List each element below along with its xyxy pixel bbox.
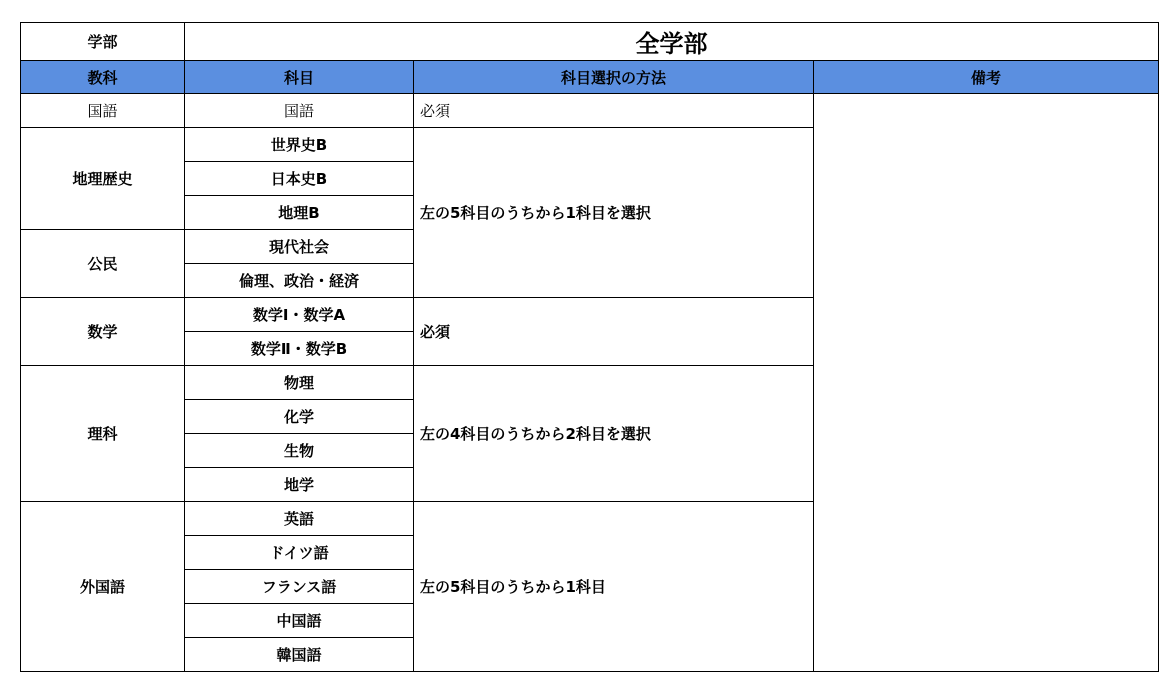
subject-cell: 化学 — [185, 400, 414, 434]
column-header-subject: 科目 — [185, 61, 414, 94]
faculty-label: 学部 — [21, 23, 185, 61]
subject-cell: 地学 — [185, 468, 414, 502]
method-cell: 左の5科目のうちから1科目を選択 — [414, 128, 814, 298]
subject-cell: 英語 — [185, 502, 414, 536]
faculty-header-row — [21, 23, 1159, 61]
column-header-notes: 備考 — [814, 61, 1159, 94]
method-cell: 左の4科目のうちから2科目を選択 — [414, 366, 814, 502]
method-cell: 左の5科目のうちから1科目 — [414, 502, 814, 672]
method-cell: 必須 — [414, 298, 814, 366]
subject-area-cell: 理科 — [21, 366, 185, 502]
subject-cell: 物理 — [185, 366, 414, 400]
subject-area-cell: 外国語 — [21, 502, 185, 672]
subject-cell: ドイツ語 — [185, 536, 414, 570]
table-row — [21, 94, 1159, 128]
faculty-value: 全学部 — [185, 23, 1159, 61]
subject-cell: 世界史B — [185, 128, 414, 162]
subject-cell: 倫理、政治・経済 — [185, 264, 414, 298]
subject-cell: 数学Ⅰ・数学A — [185, 298, 414, 332]
subject-cell: 国語 — [185, 94, 414, 128]
subject-cell: フランス語 — [185, 570, 414, 604]
method-cell: 必須 — [414, 94, 814, 128]
subject-area-cell: 数学 — [21, 298, 185, 366]
subject-cell: 中国語 — [185, 604, 414, 638]
subject-area-cell: 国語 — [21, 94, 185, 128]
subject-cell: 現代社会 — [185, 230, 414, 264]
subject-cell: 日本史B — [185, 162, 414, 196]
subject-cell: 数学Ⅱ・数学B — [185, 332, 414, 366]
subject-requirements-table — [20, 22, 1159, 672]
subject-cell: 韓国語 — [185, 638, 414, 672]
subject-area-cell: 公民 — [21, 230, 185, 298]
notes-cell — [814, 94, 1159, 672]
subject-area-cell: 地理歴史 — [21, 128, 185, 230]
column-header-row — [21, 61, 1159, 94]
column-header-method: 科目選択の方法 — [414, 61, 814, 94]
column-header-subject-area: 教科 — [21, 61, 185, 94]
subject-cell: 地理B — [185, 196, 414, 230]
subject-cell: 生物 — [185, 434, 414, 468]
